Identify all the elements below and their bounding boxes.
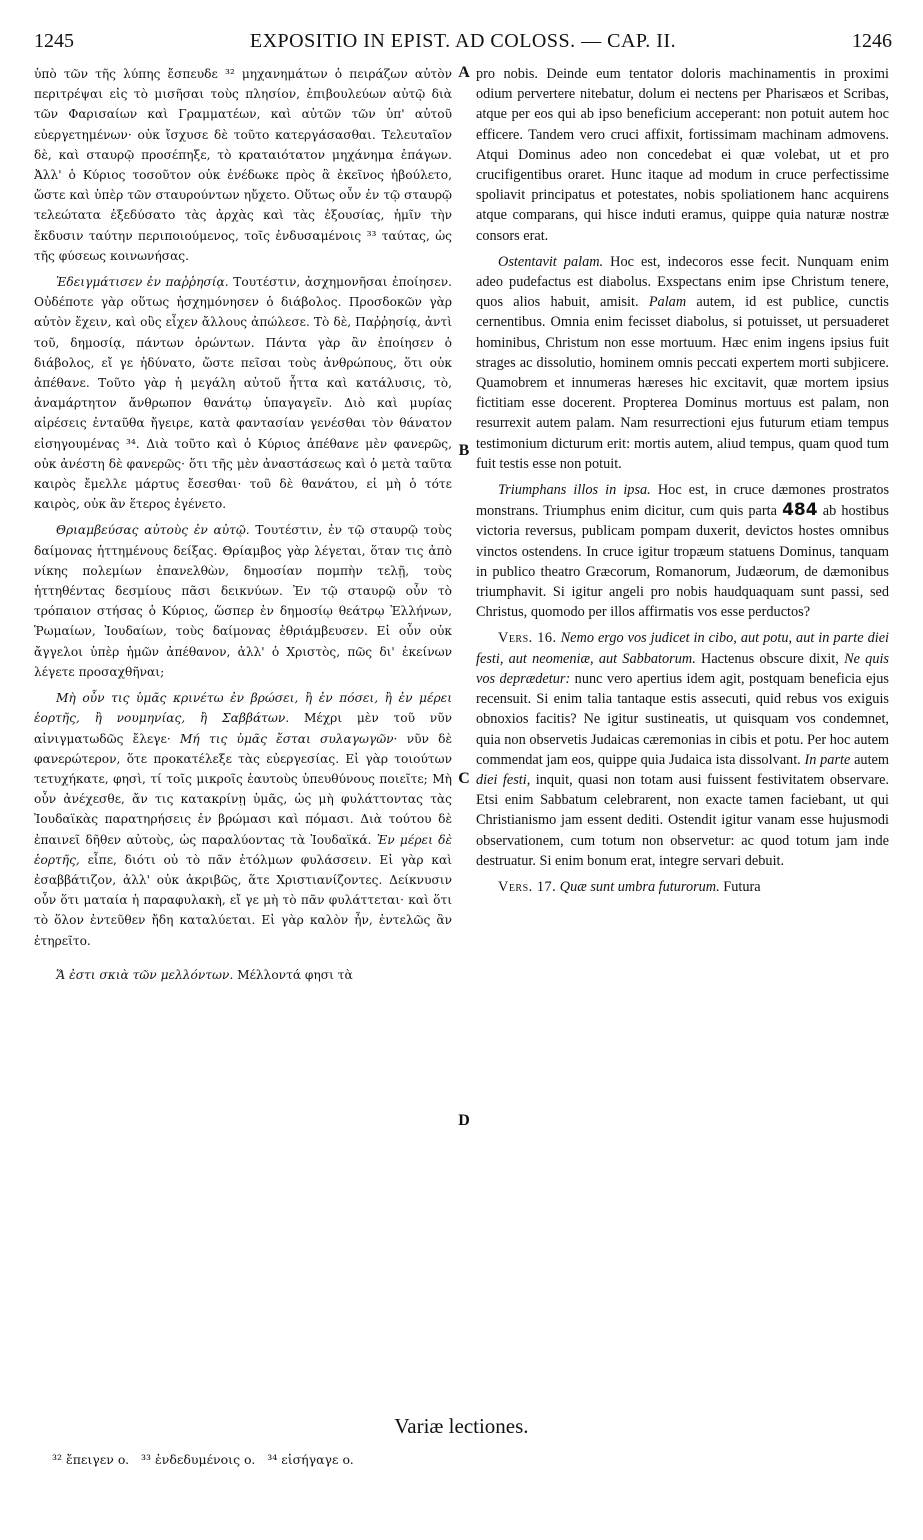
section-marker-b: B	[458, 442, 470, 459]
scripture-lemma: Ἅ ἐστι σκιὰ τῶν μελλόντων.	[56, 967, 234, 982]
latin-paragraph: Ostentavit palam. Hoc est, indecoros esse fecit. Nunquam enim adeo pudefactus est diabolus. Exspectans enim ipse Christum tenere, quos alios habuit, amisit. Palam autem, id est publice, cunctis cernentibus. Omnia enim fecisset diabolus, si potuisset, ut persuaderet hominibus, Christum non esse mortuum. Hæc enim ingens ipsius fuit strages ac dissolutio, hominem omnis peccati expertem morti subjicere. Quamobrem et innumeras hæreses hic excitavit, quæ mortem ipsius fictitiam esse docerent. Propterea Dominus mortuus est palam, non resurrexit autem palam. Nam resurrectioni ejus futurum etiam tempus testimonium dicturum erit: mortis autem, aliud tempus, quam quod tum fuit testis esse non potuit.	[476, 253, 890, 472]
greek-paragraph: Μὴ οὖν τις ὑμᾶς κρινέτω ἐν βρώσει, ἢ ἐν πόσει, ἢ ἐν μέρει ἑορτῆς, ἢ νουμηνίας, ἢ Σαββάτων. Μέχρι μὲν τοῦ νῦν αἰνιγματωδῶς ἔλεγε· Μή τις ὑμᾶς ἔσται συλαγωγῶν· νῦν δὲ φανερώτερον, ὅτε προκατέλεξε τὰς εὐεργεσίας. Εἰ γὰρ τοιούτων τετυχήκατε, φησὶ, τί τοῖς μικροῖς ἑαυτοὺς ὑπευθύνους ποιεῖτε; Μὴ οὖν ἀνέχεσθε, ἄν τις κατακρίνῃ ὑμᾶς, ὡς μὴ φυλάττοντας τὰς Ἰουδαϊκὰς παρατηρήσεις ἐν βρώμασι καὶ πόμασι. Διὰ τούτου δὲ ἐπαινεῖ δῆθεν αὐτοὺς, ὡς παραλύοντας τὰ Ἰουδαϊκά. Ἐν μέρει δὲ ἑορτῆς, εἶπε, διότι οὐ τὸ πᾶν ἐτόλμων φυλάσσειν. Εἰ γὰρ καὶ ἐσαββάτιζον, ἀλλ' οὐκ ἀκριβῶς, ἅτε Χριστιανίζοντες. Δείκνυσιν οὖν ὅτι ματαία ἡ παραφυλακὴ, εἴ γε μὴ τὸ πᾶν φυλάττεται· καὶ ὅτι τὸ ὅλον ἐντεῦθεν ἤδη καταλύεται. Εἰ γὰρ καλὸν ἦν, ἐντελῶς ἂν ἐτηρεῖτο.	[34, 691, 453, 948]
scripture-lemma: Μὴ οὖν τις ὑμᾶς κρινέτω ἐν βρώσει, ἢ ἐν πόσει, ἢ ἐν μέρει ἑορτῆς, ἢ νουμηνίας, ἢ Σαββάτων.	[34, 691, 452, 726]
footnotes: ³² ἔπειγεν o. ³³ ἐνδεδυμένοις o. ³⁴ εἰσήγαγε o.	[52, 1452, 354, 1467]
page-header	[34, 30, 892, 58]
section-marker-d: D	[458, 1112, 470, 1129]
greek-paragraph: Ἅ ἐστι σκιὰ τῶν μελλόντων. Μέλλοντά φησι τὰ	[56, 967, 353, 982]
scripture-lemma: Triumphans illos in ipsa.	[498, 482, 651, 499]
scripture-lemma: Quæ sunt umbra futurorum.	[559, 878, 720, 895]
section-marker-c: C	[458, 770, 470, 787]
verse-label: Vers. 17.	[498, 878, 557, 895]
scripture-lemma: Ἐδειγμάτισεν ἐν παῤῥησίᾳ.	[56, 275, 229, 290]
greek-paragraph: Ἐδειγμάτισεν ἐν παῤῥησίᾳ. Τουτέστιν, ἀσχημονῆσαι ἐποίησεν. Οὐδέποτε γὰρ οὕτως ἠσχημόνησεν ὁ διάβολος. Προσδοκῶν γὰρ αὐτὸν ἔχειν, καὶ οὓς εἶχεν ἄλλους ἀπώλεσε. Τὸ δὲ, Παῤῥησίᾳ, ἀντὶ τοῦ, δημοσίᾳ, πάντων ὁρώντων. Πάντα γὰρ ἂν ἐποίησεν ὁ διάβολος, εἴ γε ἠδύνατο, ὥστε πεῖσαι τοὺς ἀνθρώπους, ὅτι οὐκ ἀπέθανε. Τοῦτο γὰρ ἡ μεγάλη αὐτοῦ ἧττα καὶ κατάλυσις, τὸ, ἀναμάρτητον ἄνθρωπον θανάτῳ ὑπαγαγεῖν. Διὸ καὶ μυρίας αἱρέσεις ἐνταῦθα ἤγειρε, κατὰ φαντασίαν γενέσθαι τὸν θάνατον εἰσηγουμένας ³⁴. Διὰ τοῦτο καὶ ὁ Κύριος ἀπέθανε μὲν φανερῶς, οὐκ ἀνέστη δὲ φανερῶς· ὅτι τῆς μὲν ἀναστάσεως καὶ ὁ μετὰ ταῦτα καιρὸς ἔμελλε μάρτυς ἔσεσθαι· τοῦ δὲ θανάτου, εἰ μὴ ὁ τότε καιρὸς, οὐκ ἂν ἕτερος ἐγένετο.	[34, 275, 452, 512]
running-title: EXPOSITIO IN EPIST. AD COLOSS. — CAP. II.	[249, 30, 677, 52]
variae-lectiones-title: Variæ lectiones.	[394, 1414, 529, 1438]
latin-paragraph: Vers. 17. Quæ sunt umbra futurorum. Futura	[498, 878, 761, 895]
page-number-left: 1245	[34, 30, 74, 52]
latin-column	[476, 64, 889, 903]
greek-column	[34, 64, 452, 991]
greek-paragraph: ὑπὸ τῶν τῆς λύπης ἔσπευδε ³² μηχανημάτων ὁ πειράζων αὐτὸν περιτρέψαι εἰς τὸ μισῆσαι τοὺς πλησίον, ἐπιβουλεύων αὐτῷ διὰ τῶν Φαρισαίων καὶ Γραμματέων, καὶ αὐτῶν τῶν ὑπ' αὐτοῦ εὐεργετημένων· οὐκ ἴσχυσε δὲ τοῦτο κατεργάσασθαι. Τελευταῖον δὲ, καὶ σταυρῷ προσέπηξε, τὸ κραταιότατον μηχάνημα ἐπάγων. Ἀλλ' ὁ Κύριος τοσοῦτον οὐκ ἐνέδωκε πρὸς ἃ ἐκεῖνος ἠβούλετο, ὥστε καὶ ὑπὲρ τῶν σταυρούντων ηὔχετο. Οὕτως οὖν ἐν τῷ σταυρῷ τελεώτατα ἐξεδύσατο τὰς ἀρχὰς καὶ τὰς ἐξουσίας, ἡμῖν τὴν ἔκδυσιν ταύτην περιποιούμενος, τοῖς ἐνδυσαμένοις ³³ ταύτας, ὡς τῆς φύσεως κοινωνήσας.	[34, 67, 452, 263]
section-marker-a: A	[458, 64, 470, 81]
scripture-lemma: Nemo ergo vos judicet in cibo, aut potu, aut in parte diei festi, aut neomeniæ, aut Sabbatorum.	[476, 630, 890, 667]
page-number-right: 1246	[852, 30, 892, 52]
latin-paragraph: Triumphans illos in ipsa. Hoc est, in cruce dæmones prostratos monstrans. Triumphus enim dicitur, cum quis parta 484 ab hostibus victoria reversus, publicam pompam duxerit, devictos hostes omnibus vinctos ostendens. In cruce igitur tropæum statuens Dominus, tanquam in publico theatro Græcorum, Romanorum, Judæorum, de dæmonibus triumphavit. Si igitur angeli pro nobis haudquaquam sunt passi, sed Christus, quomodo per illos affirmatis vos esse perductos?	[476, 482, 890, 621]
verse-label: Vers. 16.	[498, 630, 557, 647]
greek-paragraph: Θριαμβεύσας αὐτοὺς ἐν αὐτῷ. Τουτέστιν, ἐν τῷ σταυρῷ τοὺς δαίμονας ἡττημένους δείξας. Θρίαμβος γὰρ λέγεται, ὅταν τις ἀπὸ νίκης πολεμίων ἐπανελθὼν, δημοσίαν πομπὴν τελῇ, τοὺς ἡττηθέντας δεσμίους πᾶσι δεικνύων. Ἐν τῷ σταυρῷ οὖν τὸ τρόπαιον στήσας ὁ Κύριος, ὥσπερ ἐν δημοσίῳ θεάτρῳ Ἑλλήνων, Ῥωμαίων, Ἰουδαίων, τοὺς δαίμονας ἐθριάμβευσεν. Εἰ οὖν οὐκ ἄγγελοι ὑπὲρ ἡμῶν ἀπέθανον, ἀλλ' ὁ Χριστὸς, πῶς δι' ἐκείνων λέγετε προσαχθῆναι;	[34, 523, 452, 679]
scripture-lemma: Θριαμβεύσας αὐτοὺς ἐν αὐτῷ.	[56, 523, 250, 538]
scripture-lemma: Ostentavit palam.	[498, 253, 604, 270]
latin-paragraph: Vers. 16. Nemo ergo vos judicet in cibo, aut potu, aut in parte diei festi, aut neomeniæ, aut Sabbatorum. Hactenus obscure dixit, Ne quis vos deprædetur: nunc vero apertius idem agit, postquam beneficia ejus recensuit. Si enim talia tantaque estis assecuti, quid rebus vos exiguis obnoxios facitis? Ne igitur sustineatis, ut quisquam vos condemnet, quia non observetis Judaicas cæremonias in cibis et potu. Per hoc autem commendat jam eos, quippe quia Judaica ista dissolvant. In parte autem diei festi, inquit, quasi non totam ausi fuissent festivitatem observare. Etsi enim Sabbatum celebrarent, non exacte tamen faciebant, ut qui Christianismo jam essent dediti. Ostendit igitur vanam esse hujusmodi observationem, cum totum non observetur: ac quod totum jam inde destruatur. Si enim bonum erat, integre servari debuit.	[476, 630, 890, 869]
column-number: 484	[782, 500, 818, 521]
latin-paragraph: pro nobis. Deinde eum tentator doloris machinamentis in proximi odium pervertere nitebatur, dolum ei nectens per Pharisæos et Scribas, atque per eos qui ab ipso beneficium acceperant: non potuit autem hoc efficere. Tandem vero cruci affixit, fortissimam machinam admovens. Atqui Dominus adeo non concedebat ei quæ volebat, ut et pro crucifigentibus oraret. Hunc itaque ad modum in cruce perfectissime spoliavit principatus et potestates, nobis spoliationem hanc acquirens atque comparans, qui hisce induti eramus, quippe quia naturæ nostræ consors erat.	[476, 66, 889, 244]
